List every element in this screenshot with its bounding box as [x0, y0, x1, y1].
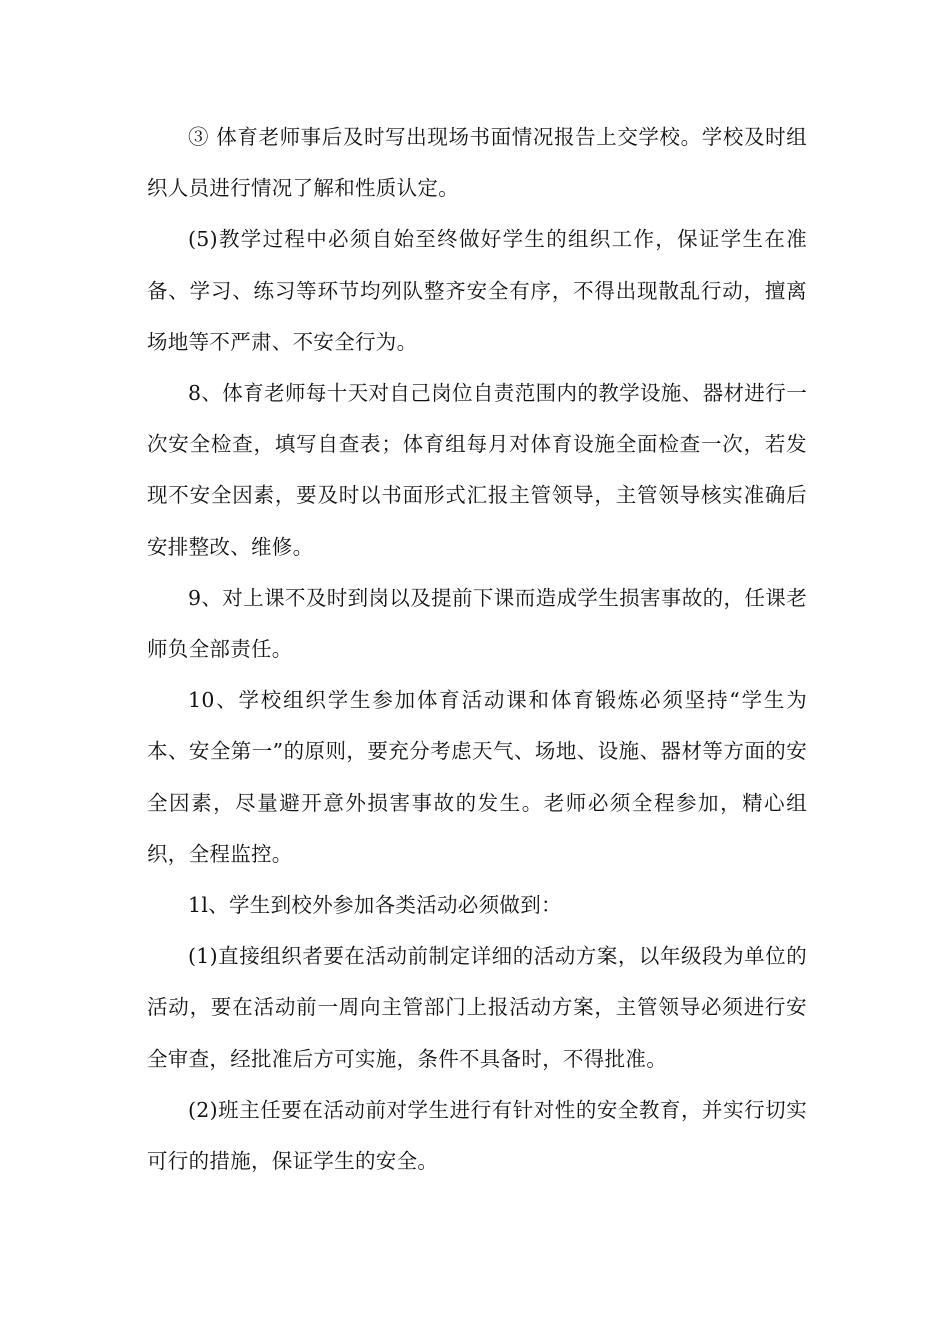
- paragraph-item-11-off-campus: 1l、学生到校外参加各类活动必须做到：: [188, 893, 562, 918]
- paragraph-activity-plan: (1)直接组织者要在活动前制定详细的活动方案，以年级段为单位的活动，要在活动前一周向主管部门上报活动方案，主管领导必须进行安全审查，经批准后方可实施，条件不具备时，不得批准。: [147, 944, 807, 1071]
- paragraph-item-8-safety-inspection: 8、体育老师每十天对自己岗位自责范围内的教学设施、器材进行一次安全检查，填写自查表；体育组每月对体育设施全面检查一次，若发现不安全因素，要及时以书面形式汇报主管领导，主管领导核实准确后安排整改、维修。: [147, 381, 807, 559]
- paragraph-item-10-safety-principle: 10、学校组织学生参加体育活动课和体育锻炼必须坚持“学生为本、安全第一”的原则，要充分考虑天气、场地、设施、器材等方面的安全因素，尽量避开意外损害事故的发生。老师必须全程参加，精心组织，全程监控。: [147, 688, 807, 866]
- paragraph-safety-education: (2)班主任要在活动前对学生进行有针对性的安全教育，并实行切实可行的措施，保证学生的安全。: [147, 1097, 807, 1174]
- paragraph-teaching-organization: (5)教学过程中必须自始至终做好学生的组织工作，保证学生在准备、学习、练习等环节均列队整齐安全有序，不得出现散乱行动，擅离场地等不严肃、不安全行为。: [147, 227, 807, 354]
- document-body: [147, 112, 807, 1187]
- paragraph-report-submission: ③ 体育老师事后及时写出现场书面情况报告上交学校。学校及时组织人员进行情况了解和性质认定。: [147, 125, 807, 201]
- paragraph-item-9-responsibility: 9、对上课不及时到岗以及提前下课而造成学生损害事故的，任课老师负全部责任。: [147, 585, 807, 662]
